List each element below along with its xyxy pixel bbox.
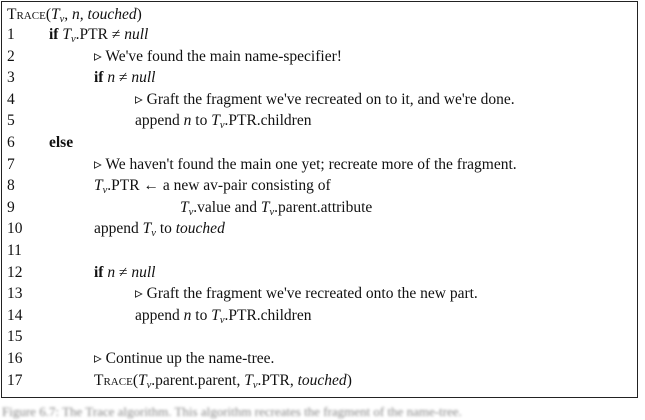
code-line-5 (2, 110, 637, 132)
line-number: 13 (7, 285, 23, 303)
comment-text: ▹ Graft the fragment we've recreated onto the new part. (135, 285, 478, 303)
line-text: to (191, 306, 212, 324)
line-code (94, 262, 155, 284)
paren-open: ( (45, 6, 51, 23)
subscript-v: v (252, 379, 258, 391)
code-line-3 (2, 67, 637, 89)
code-line-14 (2, 305, 637, 327)
paren-close: ) (346, 371, 352, 389)
params-text: , n, (64, 6, 88, 23)
line-number: 10 (7, 220, 23, 238)
line-number: 4 (7, 90, 15, 108)
line-number: 3 (7, 69, 15, 87)
line-number: 12 (7, 263, 23, 281)
var-t: T (180, 198, 189, 216)
code-line-12 (2, 262, 637, 284)
keyword-else: else (49, 133, 74, 151)
subscript-v: v (151, 228, 156, 240)
var-n: n (183, 306, 192, 324)
comment-text: ▹ We've found the main name-specifier! (94, 47, 342, 65)
code-line-10 (2, 218, 637, 240)
line-number: 2 (7, 47, 15, 65)
var-touched: touched (297, 371, 347, 389)
value-null: null (131, 263, 156, 281)
line-text: ≠ (115, 69, 132, 87)
code-line-4 (2, 89, 637, 111)
var-t: T (244, 371, 253, 389)
var-t: T (62, 26, 71, 43)
subscript-v: v (188, 206, 194, 218)
comment-text: ▹ We haven't found the main one yet; recreate more of the fragment. (94, 155, 517, 173)
line-text: .parent.parent, (151, 371, 245, 389)
keyword-if: if (49, 26, 59, 43)
subscript-v: v (269, 206, 275, 218)
procedure-name: Trace (7, 6, 46, 23)
line-text: .value and (193, 198, 261, 216)
var-touched: touched (175, 220, 225, 238)
subscript-v: v (219, 314, 225, 326)
line-text: to (155, 220, 176, 238)
subscript-v: v (102, 185, 108, 197)
code-line-1 (2, 24, 637, 46)
code-line-9 (2, 197, 637, 219)
paren-open: ( (132, 371, 138, 389)
line-text: .parent.attribute (274, 198, 373, 216)
code-line-16 (2, 348, 637, 370)
algorithm-box (1, 1, 638, 398)
keyword-if: if (94, 69, 104, 87)
code-line-8 (2, 175, 637, 197)
param-touched: touched (87, 6, 137, 23)
keyword-if: if (94, 263, 104, 281)
line-number: 11 (7, 241, 22, 259)
value-null: null (131, 69, 156, 87)
var-n: n (107, 69, 116, 87)
line-number: 7 (7, 155, 15, 173)
procedure-call: Trace (94, 371, 133, 389)
comment-text: ▹ Graft the fragment we've recreated on to it, and we're done. (135, 90, 515, 108)
line-text: .PTR ← a new av-pair consisting of (107, 177, 331, 195)
code-line-7 (2, 154, 637, 176)
line-number: 14 (7, 306, 23, 324)
line-text: append (94, 220, 143, 238)
var-t: T (211, 112, 220, 130)
subscript-v: v (59, 14, 65, 25)
code-line-17 (2, 370, 637, 392)
line-text: .PTR.children (224, 306, 312, 324)
line-text: to (191, 112, 212, 130)
figure-caption: Figure 6.7: The Trace algorithm. This algorithm recreates the fragment of the name-tree. (2, 404, 462, 419)
algorithm-lines (2, 24, 637, 391)
var-t: T (142, 220, 152, 238)
var-t: T (260, 198, 270, 216)
line-number: 9 (7, 198, 15, 216)
var-n: n (183, 112, 192, 130)
var-n: n (107, 263, 116, 281)
line-text: append (135, 112, 184, 130)
comment-text: ▹ Continue up the name-tree. (94, 349, 275, 367)
line-text: append (135, 306, 184, 324)
line-text: .PTR, (257, 371, 298, 389)
line-number: 16 (7, 349, 23, 367)
line-number: 8 (7, 177, 15, 195)
var-t: T (137, 371, 147, 389)
code-line-2 (2, 46, 637, 68)
subscript-v: v (219, 120, 225, 132)
code-line-13 (2, 283, 637, 305)
value-null: null (124, 26, 149, 43)
paren-close: ) (136, 6, 142, 23)
code-line-15 (2, 326, 637, 348)
line-number: 1 (7, 26, 15, 43)
line-code (94, 370, 352, 397)
line-number: 6 (7, 133, 15, 151)
line-number: 17 (7, 371, 23, 389)
subscript-v: v (146, 379, 152, 391)
var-t: T (94, 177, 103, 195)
line-number: 5 (7, 112, 15, 130)
line-text: ≠ (115, 263, 132, 281)
line-number: 15 (7, 328, 23, 346)
var-t: T (211, 306, 220, 324)
line-code (94, 67, 155, 89)
var-t: T (50, 6, 60, 23)
line-text: .PTR.children (224, 112, 312, 130)
code-line-11 (2, 240, 637, 262)
line-text: .PTR ≠ (75, 26, 125, 43)
subscript-v: v (70, 34, 76, 45)
code-line-6 (2, 132, 637, 154)
